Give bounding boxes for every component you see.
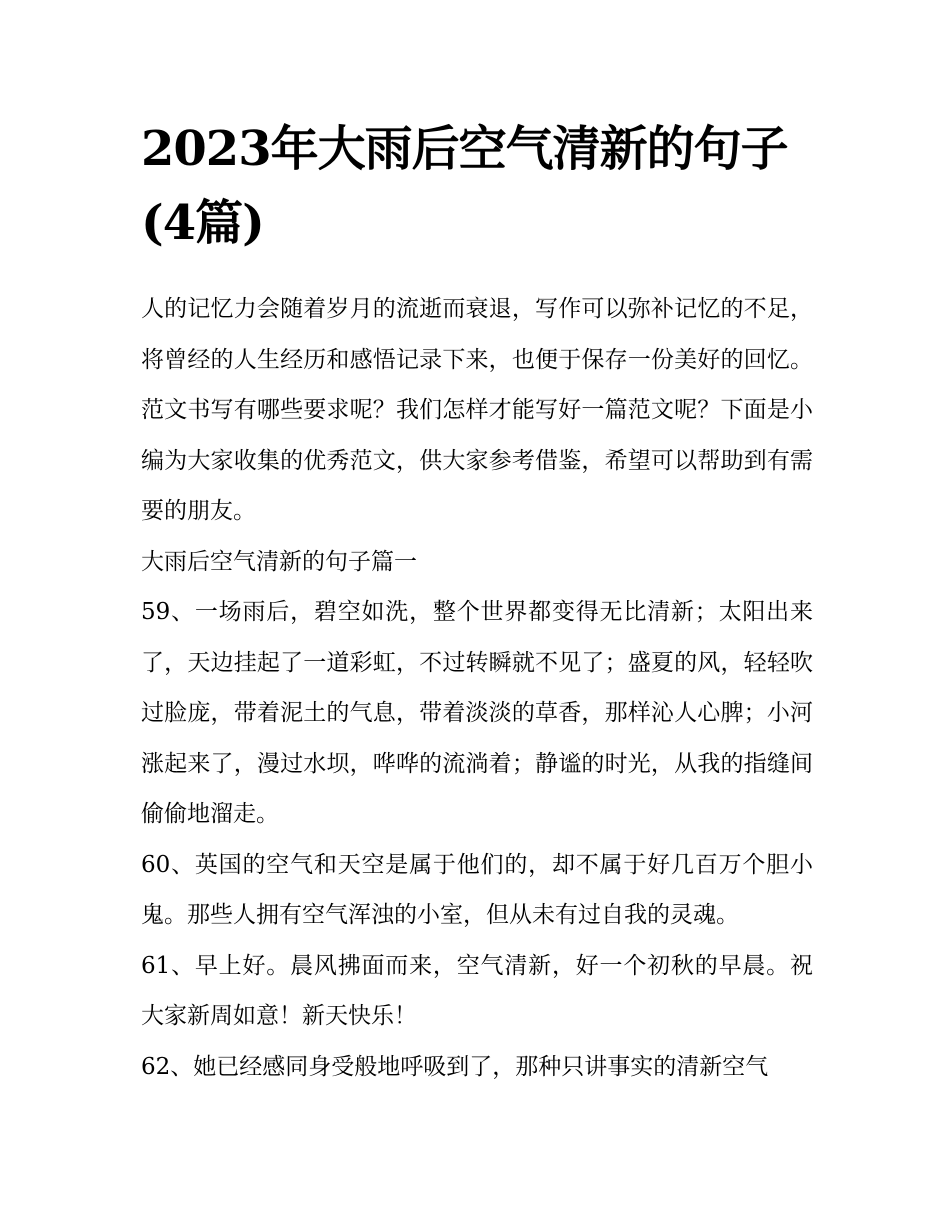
title-line-2: (4篇) xyxy=(141,195,264,251)
sentence-item: 61、早上好。晨风拂面而来，空气清新，好一个初秋的早晨。祝大家新周如意！新天快乐！ xyxy=(141,952,813,1029)
sentence-item: 60、英国的空气和天空是属于他们的，却不属于好几百万个胆小鬼。那些人拥有空气浑浊的小室，但从未有过自我的灵魂。 xyxy=(141,851,813,928)
intro-paragraph: 人的记忆力会随着岁月的流逝而衰退，写作可以弥补记忆的不足，将曾经的人生经历和感悟记录下来，也便于保存一份美好的回忆。范文书写有哪些要求呢？我们怎样才能写好一篇范文呢？下面是小编为大家收集的优秀范文，供大家参考借鉴，希望可以帮助到有需要的朋友。 xyxy=(141,296,813,524)
sentence-item: 62、她已经感同身受般地呼吸到了，那种只讲事实的清新空气 xyxy=(141,1053,769,1080)
document-title xyxy=(141,112,813,260)
document-page xyxy=(141,112,813,1092)
section-heading: 大雨后空气清新的句子篇一 xyxy=(141,548,417,575)
title-line-1: 2023年大雨后空气清新的句子 xyxy=(141,121,788,177)
sentence-item: 59、一场雨后，碧空如洗，整个世界都变得无比清新；太阳出来了，天边挂起了一道彩虹，不过转瞬就不见了；盛夏的风，轻轻吹过脸庞，带着泥土的气息，带着淡淡的草香，那样沁人心脾；小河涨起来了，漫过水坝，哗哗的流淌着；静谧的时光，从我的指缝间偷偷地溜走。 xyxy=(141,599,813,827)
